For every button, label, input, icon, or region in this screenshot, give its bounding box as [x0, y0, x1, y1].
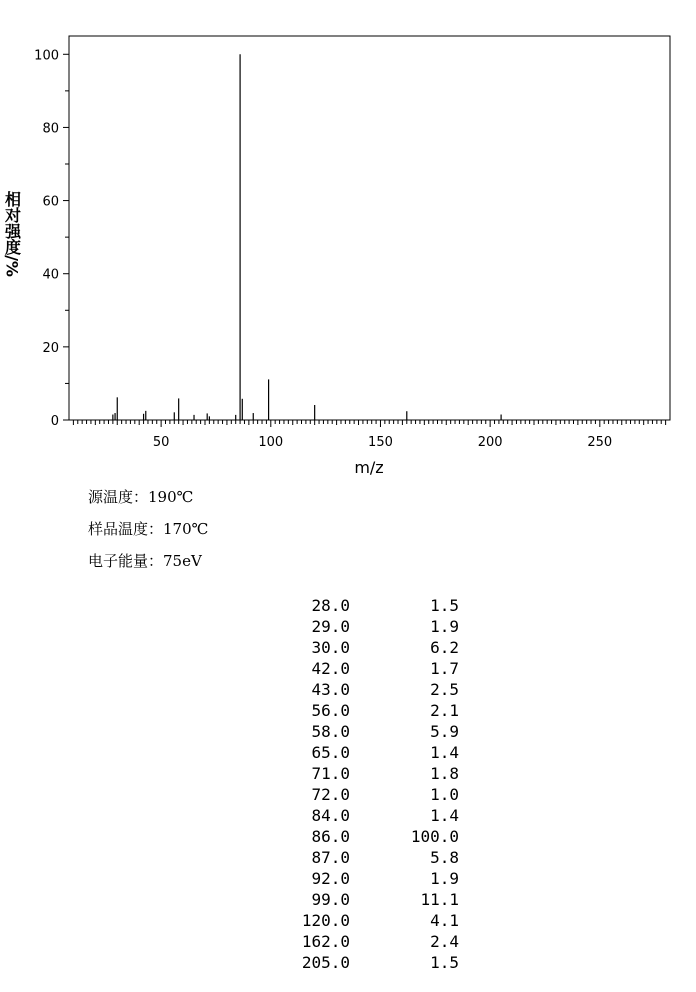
condition-label: 样品温度：: [88, 520, 164, 538]
intensity-value: 2.5: [430, 680, 459, 699]
intensity-value: 1.4: [430, 806, 459, 825]
mz-value: 42.0: [311, 659, 350, 678]
intensity-value: 2.4: [430, 932, 459, 951]
y-axis-label: 相对强度/%: [2, 191, 22, 277]
mz-value: 84.0: [311, 806, 350, 825]
condition-row: [88, 550, 208, 582]
x-axis-label: m/z: [354, 458, 384, 477]
peak-table-row: [270, 700, 459, 721]
intensity-value: 6.2: [430, 638, 459, 657]
peak-table-row: [270, 805, 459, 826]
peak-table-row: [270, 868, 459, 889]
mz-value: 58.0: [311, 722, 350, 741]
intensity-value: 1.0: [430, 785, 459, 804]
peak-table: [270, 595, 459, 973]
peak-table-row: [270, 889, 459, 910]
peak-table-row: [270, 616, 459, 637]
condition-row: [88, 518, 208, 550]
x-tick-label: 200: [477, 435, 503, 450]
peak-table-row: [270, 910, 459, 931]
intensity-value: 1.5: [430, 953, 459, 972]
x-tick-label: 150: [368, 435, 393, 450]
y-tick-label: 100: [34, 48, 59, 64]
mz-value: 205.0: [301, 953, 350, 972]
y-tick-label: 0: [50, 414, 59, 429]
condition-label: 源温度：: [88, 488, 149, 506]
intensity-value: 1.9: [430, 617, 459, 636]
y-tick-label: 40: [42, 267, 59, 283]
peak-table-row: [270, 952, 459, 973]
peak-table-row: [270, 931, 459, 952]
peak-table-row: [270, 742, 459, 763]
mz-value: 56.0: [311, 701, 350, 720]
condition-value: 190℃: [148, 488, 194, 506]
intensity-value: 1.5: [430, 596, 459, 615]
intensity-value: 1.8: [430, 764, 459, 783]
mz-value: 120.0: [301, 911, 350, 930]
y-tick-label: 80: [42, 121, 59, 137]
intensity-value: 1.4: [430, 743, 459, 762]
condition-row: [88, 486, 208, 518]
intensity-value: 2.1: [430, 701, 459, 720]
peak-bars: [113, 54, 501, 420]
y-tick-label: 60: [42, 194, 59, 210]
intensity-value: 5.9: [430, 722, 459, 741]
condition-label: 电子能量：: [88, 552, 164, 570]
intensity-value: 1.7: [430, 659, 459, 678]
mz-value: 72.0: [311, 785, 350, 804]
x-tick-label: 100: [258, 435, 284, 450]
condition-value: 75eV: [163, 552, 202, 570]
tick-labels: [34, 48, 612, 450]
mz-value: 65.0: [311, 743, 350, 762]
peak-table-row: [270, 637, 459, 658]
y-tick-label: 20: [42, 340, 59, 356]
plot-frame: [69, 36, 670, 420]
peak-table-row: [270, 721, 459, 742]
x-tick-label: 250: [587, 435, 613, 450]
x-tick-label: 50: [152, 435, 170, 450]
mz-value: 28.0: [311, 596, 350, 615]
peak-table-row: [270, 784, 459, 805]
intensity-value: 1.9: [430, 869, 459, 888]
mz-value: 92.0: [311, 869, 350, 888]
peak-table-row: [270, 847, 459, 868]
intensity-value: 5.8: [430, 848, 459, 867]
mz-value: 87.0: [311, 848, 350, 867]
conditions-block: [88, 486, 208, 582]
intensity-value: 11.1: [420, 890, 459, 909]
mass-spectrum-chart: [0, 0, 696, 485]
mz-value: 162.0: [301, 932, 350, 951]
mz-value: 99.0: [311, 890, 350, 909]
peak-table-row: [270, 826, 459, 847]
peak-table-row: [270, 658, 459, 679]
condition-value: 170℃: [163, 520, 209, 538]
mz-value: 43.0: [311, 680, 350, 699]
peak-table-row: [270, 679, 459, 700]
peak-table-row: [270, 763, 459, 784]
intensity-value: 4.1: [430, 911, 459, 930]
mz-value: 30.0: [311, 638, 350, 657]
intensity-value: 100.0: [410, 827, 459, 846]
mz-value: 86.0: [311, 827, 350, 846]
axis-ticks: [63, 54, 666, 427]
mz-value: 71.0: [311, 764, 350, 783]
peak-table-row: [270, 595, 459, 616]
mz-value: 29.0: [311, 617, 350, 636]
